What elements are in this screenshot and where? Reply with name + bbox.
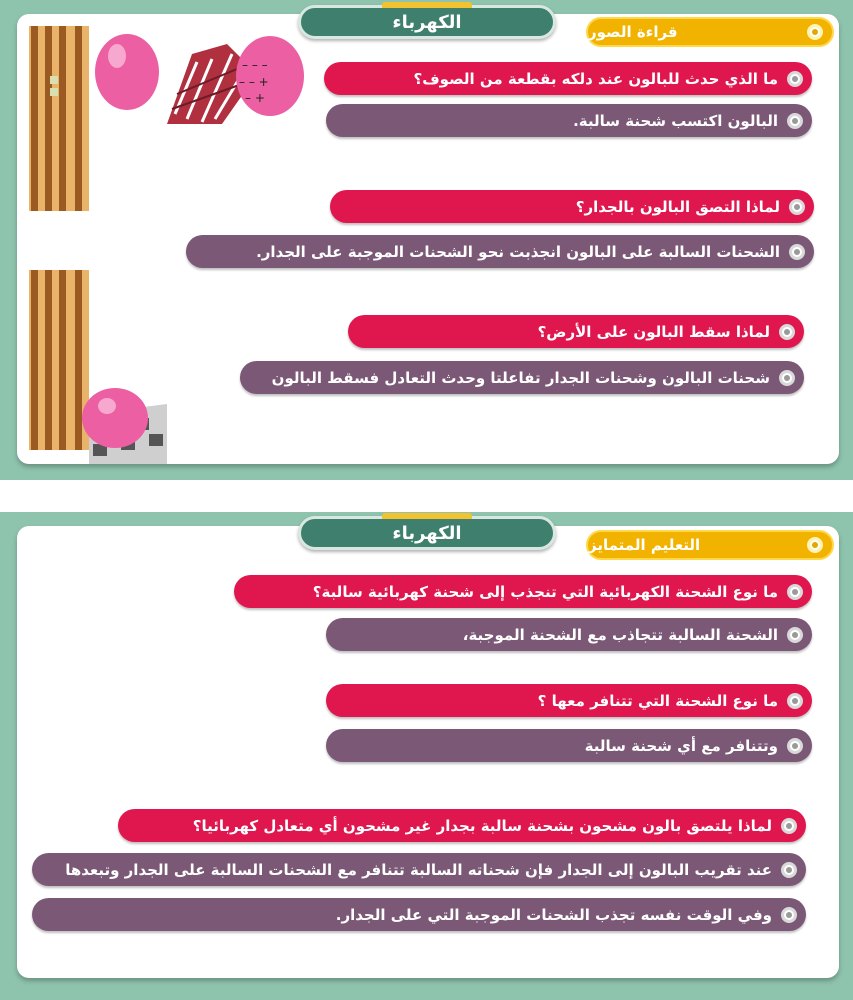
- question-text: ما نوع الشحنة التي تتنافر معها ؟: [537, 691, 778, 710]
- slide-1-answer-1: [326, 104, 812, 137]
- bullet-icon: [807, 24, 823, 40]
- bullet-icon: [787, 584, 803, 600]
- balloon-icon: [236, 36, 304, 116]
- slide-1-section-label: [586, 17, 834, 47]
- answer-text: شحنات البالون وشحنات الجدار تفاعلتا وحدث التعادل فسقط البالون: [271, 368, 770, 387]
- slide-1-answer-2: [186, 235, 814, 268]
- svg-text:– – –: – – –: [242, 58, 268, 72]
- answer-text: وفي الوقت نفسه تجذب الشحنات الموجبة التي على الجدار.: [335, 905, 772, 924]
- question-text: لماذا التصق البالون بالجدار؟: [575, 197, 780, 216]
- question-text: لماذا سقط البالون على الأرض؟: [537, 322, 770, 341]
- bullet-icon: [787, 71, 803, 87]
- svg-text:– – +: – – +: [239, 75, 269, 89]
- bullet-icon: [807, 537, 823, 553]
- slide-2-answer-3: [32, 853, 806, 886]
- slide-2-answer-1: [326, 618, 812, 651]
- answer-text: عند تقريب البالون إلى الجدار فإن شحناته السالبة تتنافر مع الشحنات السالبة على الجدار وتبعدها: [65, 860, 772, 879]
- bullet-icon: [787, 627, 803, 643]
- bullet-icon: [779, 370, 795, 386]
- slide-2-question-3: [118, 809, 806, 842]
- slide-1-question-2: [330, 190, 814, 223]
- slide-2-title-text: الكهرباء: [392, 522, 462, 544]
- answer-text: الشحنات السالبة على البالون انجذبت نحو الشحنات الموجبة على الجدار.: [256, 242, 780, 261]
- bullet-icon: [779, 324, 795, 340]
- question-text: لماذا يلتصق بالون مشحون بشحنة سالبة بجدار غير مشحون أي متعادل كهربائيا؟: [192, 816, 772, 835]
- slide-2-answer-4: [32, 898, 806, 931]
- bullet-icon: [787, 738, 803, 754]
- answer-text: الشحنة السالبة تتجاذب مع الشحنة الموجبة،: [462, 625, 778, 644]
- bullet-icon: [781, 818, 797, 834]
- slide-2-title: [298, 516, 556, 550]
- bullet-icon: [789, 199, 805, 215]
- wall-icon: [29, 270, 89, 450]
- slide-2-question-2: [326, 684, 812, 717]
- slide-1-title: [298, 5, 556, 39]
- slide-2-section-text: التعليم المتمايز: [588, 536, 701, 554]
- question-text: ما نوع الشحنة الكهربائية التي تنجذب إلى شحنة كهربائية سالبة؟: [312, 582, 778, 601]
- slide-1-title-text: الكهرباء: [392, 11, 462, 33]
- slide-1-section-text: قراءة الصور: [588, 23, 678, 41]
- bullet-icon: [781, 907, 797, 923]
- question-text: ما الذي حدث للبالون عند دلكه بقطعة من الصوف؟: [413, 69, 778, 88]
- answer-text: البالون اكتسب شحنة سالبة.: [573, 111, 778, 130]
- slide-2-question-1: [234, 575, 812, 608]
- balloon-icon: [95, 34, 159, 110]
- wall-icon: [29, 26, 89, 211]
- slide-1-question-1: [324, 62, 812, 95]
- bullet-icon: [787, 693, 803, 709]
- slide-2-section-label: [586, 530, 834, 560]
- slide-1-question-3: [348, 315, 804, 348]
- slide-2-answer-2: [326, 729, 812, 762]
- bullet-icon: [789, 244, 805, 260]
- svg-text:– +: – +: [245, 91, 265, 105]
- answer-text: وتتنافر مع أي شحنة سالبة: [584, 736, 778, 755]
- balloon-icon: [82, 388, 148, 448]
- bullet-icon: [787, 113, 803, 129]
- slide-1-answer-3: [240, 361, 804, 394]
- bullet-icon: [781, 862, 797, 878]
